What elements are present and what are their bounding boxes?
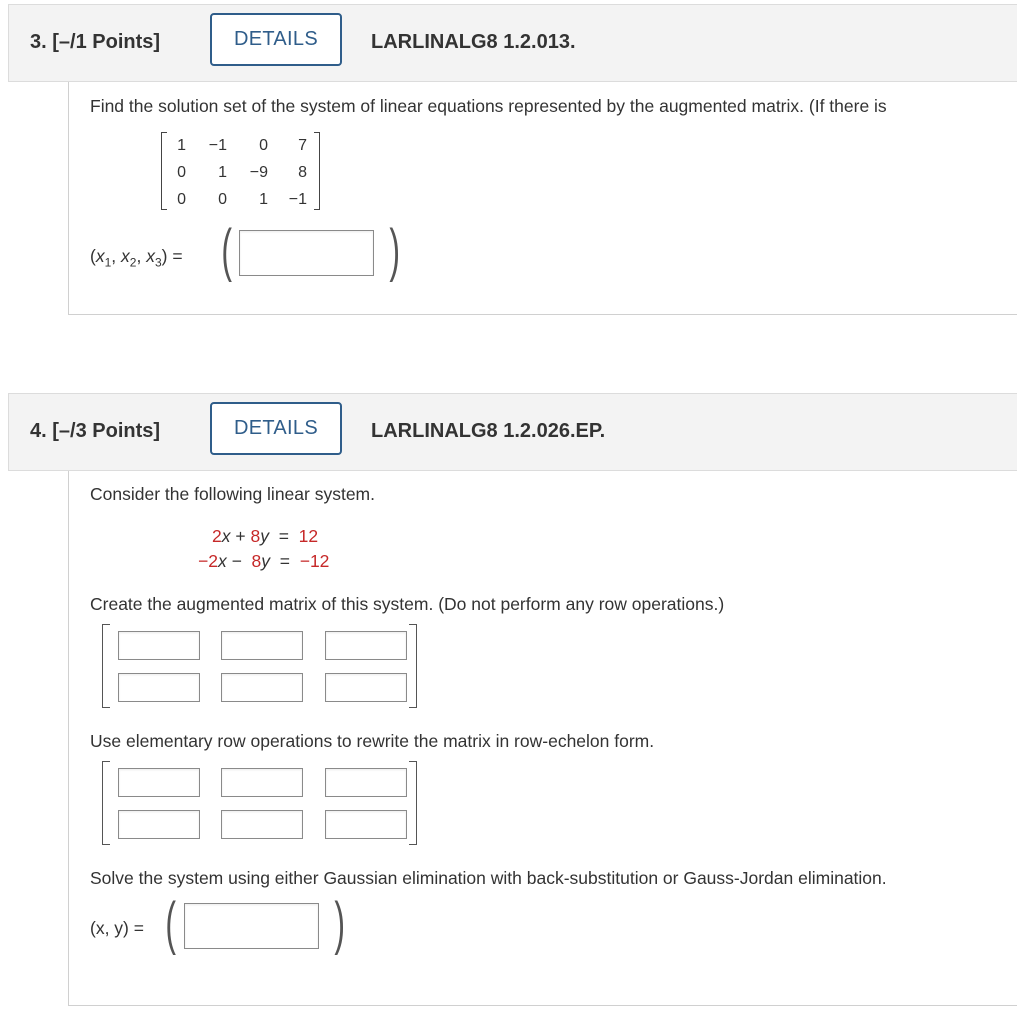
question-4-body <box>68 471 1017 1006</box>
question-4-details-button[interactable]: DETAILS <box>210 402 342 455</box>
question-3-points: 3. [–/1 Points] <box>30 31 161 53</box>
right-paren: ) <box>389 218 400 283</box>
matrix-left-bracket <box>102 761 110 845</box>
matrix-input[interactable] <box>118 631 200 660</box>
matrix-cell: 0 <box>259 137 268 154</box>
matrix-input[interactable] <box>221 673 303 702</box>
matrix-cell: 0 <box>177 164 186 181</box>
question-3-answer-label: ($x_1$, $x_2$, $x_3$) = <box>90 246 183 270</box>
matrix-input[interactable] <box>118 768 200 797</box>
question-3-body <box>68 82 1017 315</box>
matrix-input[interactable] <box>325 810 407 839</box>
question-4-header <box>8 393 1017 471</box>
question-4-echelon-prompt: Use elementary row operations to rewrite the matrix in row-echelon form. <box>90 731 655 751</box>
question-4-answer-input[interactable] <box>184 903 319 949</box>
matrix-cell: 8 <box>298 164 307 181</box>
question-3-answer-input[interactable] <box>239 230 374 276</box>
matrix-cell: 7 <box>298 137 307 154</box>
left-paren: ( <box>221 218 232 283</box>
matrix-cell: 1 <box>259 191 268 208</box>
left-paren: ( <box>165 891 176 956</box>
matrix-input[interactable] <box>221 631 303 660</box>
question-4-answer-label: (x, y) = <box>90 918 144 938</box>
matrix-input[interactable] <box>221 810 303 839</box>
matrix-cell: 0 <box>177 191 186 208</box>
matrix-cell: 0 <box>218 191 227 208</box>
matrix-cell: −1 <box>208 137 227 154</box>
question-4-solve-prompt: Solve the system using either Gaussian elimination with back-substitution or Gauss-Jordan elimination. <box>90 868 887 888</box>
matrix-cell: −1 <box>288 191 307 208</box>
equation-2: −2x − 8y = −12 <box>198 551 330 571</box>
matrix-input[interactable] <box>118 673 200 702</box>
question-4-create-prompt: Create the augmented matrix of this system. (Do not perform any row operations.) <box>90 594 725 614</box>
question-4-code: LARLINALG8 1.2.026.EP. <box>371 420 606 442</box>
matrix-cell: −9 <box>249 164 268 181</box>
matrix-input[interactable] <box>325 768 407 797</box>
right-paren: ) <box>334 891 345 956</box>
question-4-points: 4. [–/3 Points] <box>30 420 161 442</box>
equation-1: 2x + 8y = 12 <box>212 526 319 546</box>
question-3-details-button[interactable]: DETAILS <box>210 13 342 66</box>
question-3-code: LARLINALG8 1.2.013. <box>371 31 576 53</box>
matrix-input[interactable] <box>221 768 303 797</box>
matrix-cell: 1 <box>177 137 186 154</box>
question-4-intro: Consider the following linear system. <box>90 484 375 504</box>
matrix-input[interactable] <box>325 673 407 702</box>
matrix-right-bracket <box>409 761 417 845</box>
matrix-right-bracket <box>314 132 320 210</box>
matrix-cell: 1 <box>218 164 227 181</box>
question-3-header <box>8 4 1017 82</box>
matrix-input[interactable] <box>325 631 407 660</box>
matrix-input[interactable] <box>118 810 200 839</box>
matrix-left-bracket <box>102 624 110 708</box>
matrix-right-bracket <box>409 624 417 708</box>
question-3-prompt: Find the solution set of the system of linear equations represented by the augmented matrix. (If there is <box>90 96 887 116</box>
